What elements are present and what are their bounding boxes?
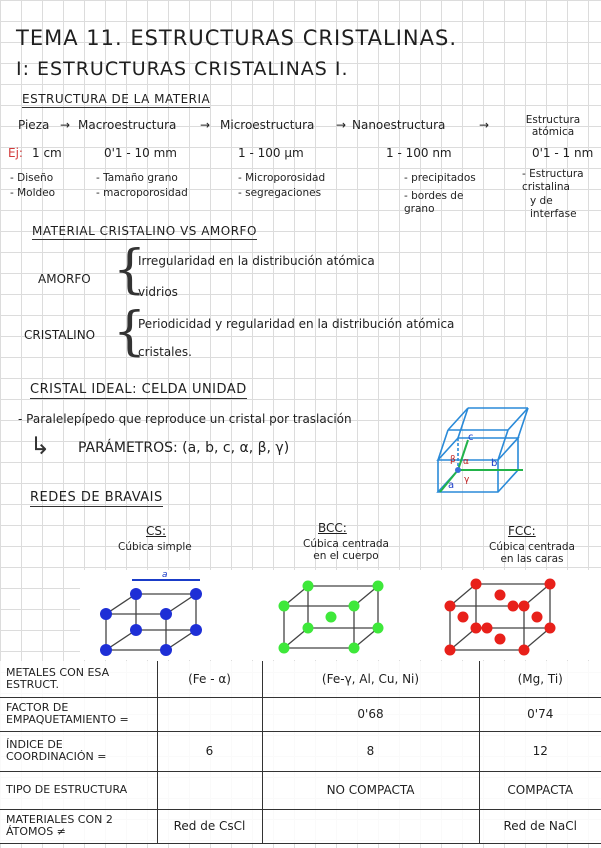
ideal-line-1: - Paralelepípedo que reproduce un cristal por traslación <box>18 412 352 426</box>
arrow-icon: → <box>479 118 490 132</box>
arrow-icon: → <box>336 118 347 132</box>
bravais-bcc-desc: Cúbica centrada en el cuerpo <box>303 538 389 562</box>
label-gamma: γ <box>464 475 470 485</box>
bravais-fcc-abbr: FCC: <box>508 524 536 538</box>
feature-macro-2: - macroporosidad <box>96 187 188 199</box>
table-row <box>0 771 601 809</box>
row-label: MATERIALES CON 2 ÁTOMOS ≠ <box>0 809 157 843</box>
cell-fcc: Red de NaCl <box>479 809 601 843</box>
scale-macro: 0'1 - 10 mm <box>104 146 177 160</box>
ideal-parameters: PARÁMETROS: (a, b, c, α, β, γ) <box>78 440 290 456</box>
amorfo-item-2: vidrios <box>138 285 178 299</box>
unit-cell-figure <box>428 400 558 510</box>
cell-bcc: 0'68 <box>262 697 479 731</box>
amorfo-item-1: Irregularidad en la distribución atómica <box>138 254 375 268</box>
feature-micro-2: - segregaciones <box>238 187 322 199</box>
amorfo-label: AMORFO <box>38 272 91 286</box>
bravais-cs-desc: Cúbica simple <box>118 541 192 553</box>
section-heading-bravais: REDES DE BRAVAIS <box>30 490 163 505</box>
section-heading-material: MATERIAL CRISTALINO VS AMORFO <box>32 224 257 238</box>
atom-corner <box>100 608 112 620</box>
label-c: c <box>468 432 474 443</box>
chain-item-nano: Nanoestructura <box>352 118 446 132</box>
cell-fcc: 12 <box>479 731 601 771</box>
edge-length-label: a <box>162 570 168 580</box>
chain-item-atomica: Estructura atómica <box>525 114 581 138</box>
label-beta: β <box>450 455 456 465</box>
cell-cs <box>157 697 262 731</box>
feature-pieza-2: - Moldeo <box>10 187 56 199</box>
scale-nano: 1 - 100 nm <box>386 146 452 160</box>
atom-corner <box>130 588 142 600</box>
origin-point <box>455 467 461 473</box>
section-heading-ideal: CRISTAL IDEAL: CELDA UNIDAD <box>30 382 247 397</box>
example-label: Ej: <box>8 146 23 160</box>
chain-item-micro: Microestructura <box>220 118 315 132</box>
feature-nano-2: - bordes de grano <box>404 190 464 215</box>
table-row <box>0 731 601 771</box>
cell-cs: Red de CsCl <box>157 809 262 843</box>
atom-corner <box>160 608 172 620</box>
section-heading-structure: ESTRUCTURA DE LA MATERIA <box>22 92 211 106</box>
atom-center <box>326 612 337 623</box>
page-subtitle: I: ESTRUCTURAS CRISTALINAS I. <box>16 58 349 80</box>
feature-pieza-1: - Diseño <box>10 172 54 184</box>
cristalino-label: CRISTALINO <box>24 328 96 342</box>
bcc-unit-cell <box>274 576 394 660</box>
label-a: a <box>448 480 455 491</box>
row-label: TIPO DE ESTRUCTURA <box>0 771 157 809</box>
brace-icon: { <box>113 240 147 300</box>
scale-atomica: 0'1 - 1 nm <box>532 146 594 160</box>
feature-nano-1: - precipitados <box>404 172 476 184</box>
cell-bcc: (Fe-γ, Al, Cu, Ni) <box>262 661 479 697</box>
atom-corner <box>190 588 202 600</box>
page-title: TEMA 11. ESTRUCTURAS CRISTALINAS. <box>16 26 458 50</box>
chain-item-pieza: Pieza <box>18 118 50 132</box>
row-label: METALES CON ESA ESTRUCT. <box>0 661 157 697</box>
feature-micro-1: - Microporosidad <box>238 172 326 184</box>
atom-corner <box>160 644 172 656</box>
cell-cs <box>157 771 262 809</box>
label-b: b <box>491 458 498 469</box>
feature-atomica-2: y de interfase <box>530 195 577 220</box>
table-row <box>0 697 601 731</box>
chain-item-macro: Macroestructura <box>78 118 177 132</box>
bravais-cs-abbr: CS: <box>146 524 167 538</box>
row-label: FACTOR DE EMPAQUETAMIENTO = <box>0 697 157 731</box>
corner-arrow-icon: ↳ <box>30 432 51 460</box>
arrow-icon: → <box>200 118 211 132</box>
scale-pieza: 1 cm <box>32 146 62 160</box>
properties-table <box>0 661 601 844</box>
feature-atomica-1: - Estructura cristalina <box>522 168 584 193</box>
cell-bcc: NO COMPACTA <box>262 771 479 809</box>
feature-macro-1: - Tamaño grano <box>96 172 178 184</box>
cell-fcc: COMPACTA <box>479 771 601 809</box>
cell-cs: (Fe - α) <box>157 661 262 697</box>
cell-fcc: (Mg, Ti) <box>479 661 601 697</box>
bravais-fcc-desc: Cúbica centrada en las caras <box>489 541 575 565</box>
atom-corner <box>130 624 142 636</box>
table-row <box>0 661 601 697</box>
arrow-icon: → <box>60 118 71 132</box>
bravais-bcc-abbr: BCC: <box>318 521 347 535</box>
cell-fcc: 0'74 <box>479 697 601 731</box>
cristalino-item-1: Periodicidad y regularidad en la distribución atómica <box>138 317 455 331</box>
label-alpha: α <box>463 457 469 467</box>
atom-corner <box>190 624 202 636</box>
cell-bcc: 8 <box>262 731 479 771</box>
row-label: ÍNDICE DE COORDINACIÓN = <box>0 731 157 771</box>
atom-corner <box>100 644 112 656</box>
scale-micro: 1 - 100 µm <box>238 146 304 160</box>
cell-bcc <box>262 809 479 843</box>
table-row <box>0 809 601 843</box>
cristalino-item-2: cristales. <box>138 345 192 359</box>
fcc-unit-cell <box>440 572 570 660</box>
brace-icon: { <box>113 302 147 362</box>
cs-unit-cell <box>96 570 216 660</box>
cell-cs: 6 <box>157 731 262 771</box>
